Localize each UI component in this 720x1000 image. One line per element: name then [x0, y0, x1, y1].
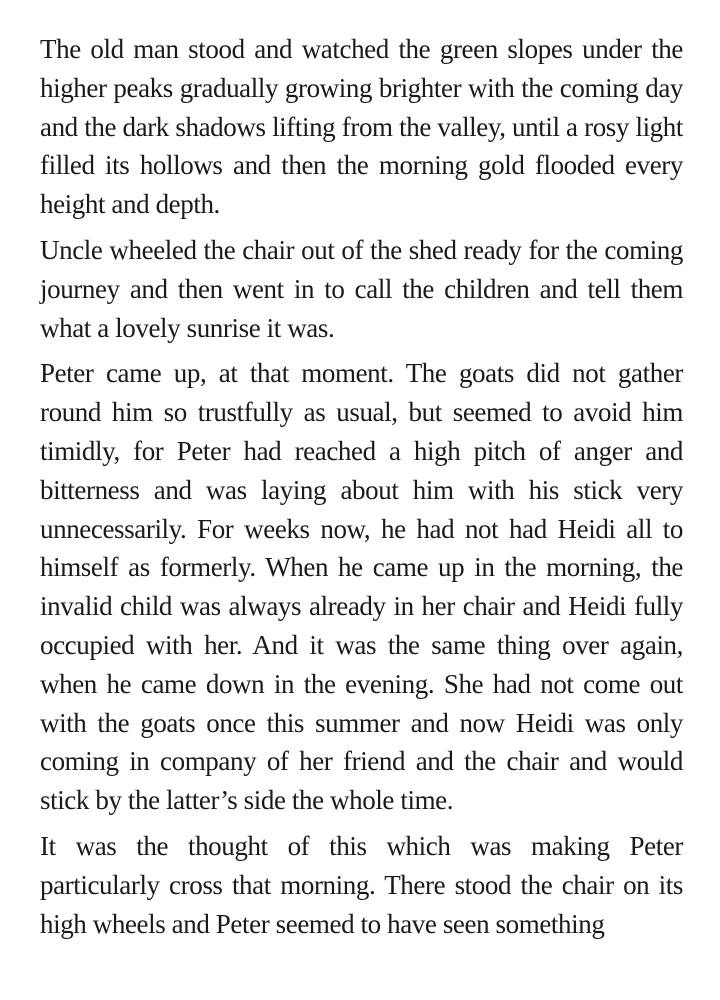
- paragraph-3: Peter came up, at that moment. The goats did not gather round him so trustfully as usual, but seemed to avoid him timidly, for Peter had reached a high pitch of anger and bitterness and was laying about him with his stick very unnecessarily. For weeks now, he had not had Heidi all to himself as formerly. When he came up in the morning, the invalid child was always already in her chair and Heidi fully occupied with her. And it was the same thing over again, when he came down in the evening. She had not come out with the goats once this summer and now Heidi was only coming in company of her friend and the chair and would stick by the latter’s side the whole time.: [40, 358, 683, 816]
- paragraph-1: The old man stood and watched the green slopes under the higher peaks gradually growing brighter with the coming day and the dark shadows lifting from the valley, until a rosy light filled its hollows and then the morning gold flooded every height and depth.: [40, 34, 683, 220]
- page-content: [40, 30, 683, 950]
- paragraph-2: Uncle wheeled the chair out of the shed ready for the coming journey and then went in to call the children and tell them what a lovely sunrise it was.: [40, 234, 683, 343]
- paragraph-4: It was the thought of this which was making Peter particularly cross that morning. There stood the chair on its high wheels and Peter seemed to have seen something: [40, 830, 683, 939]
